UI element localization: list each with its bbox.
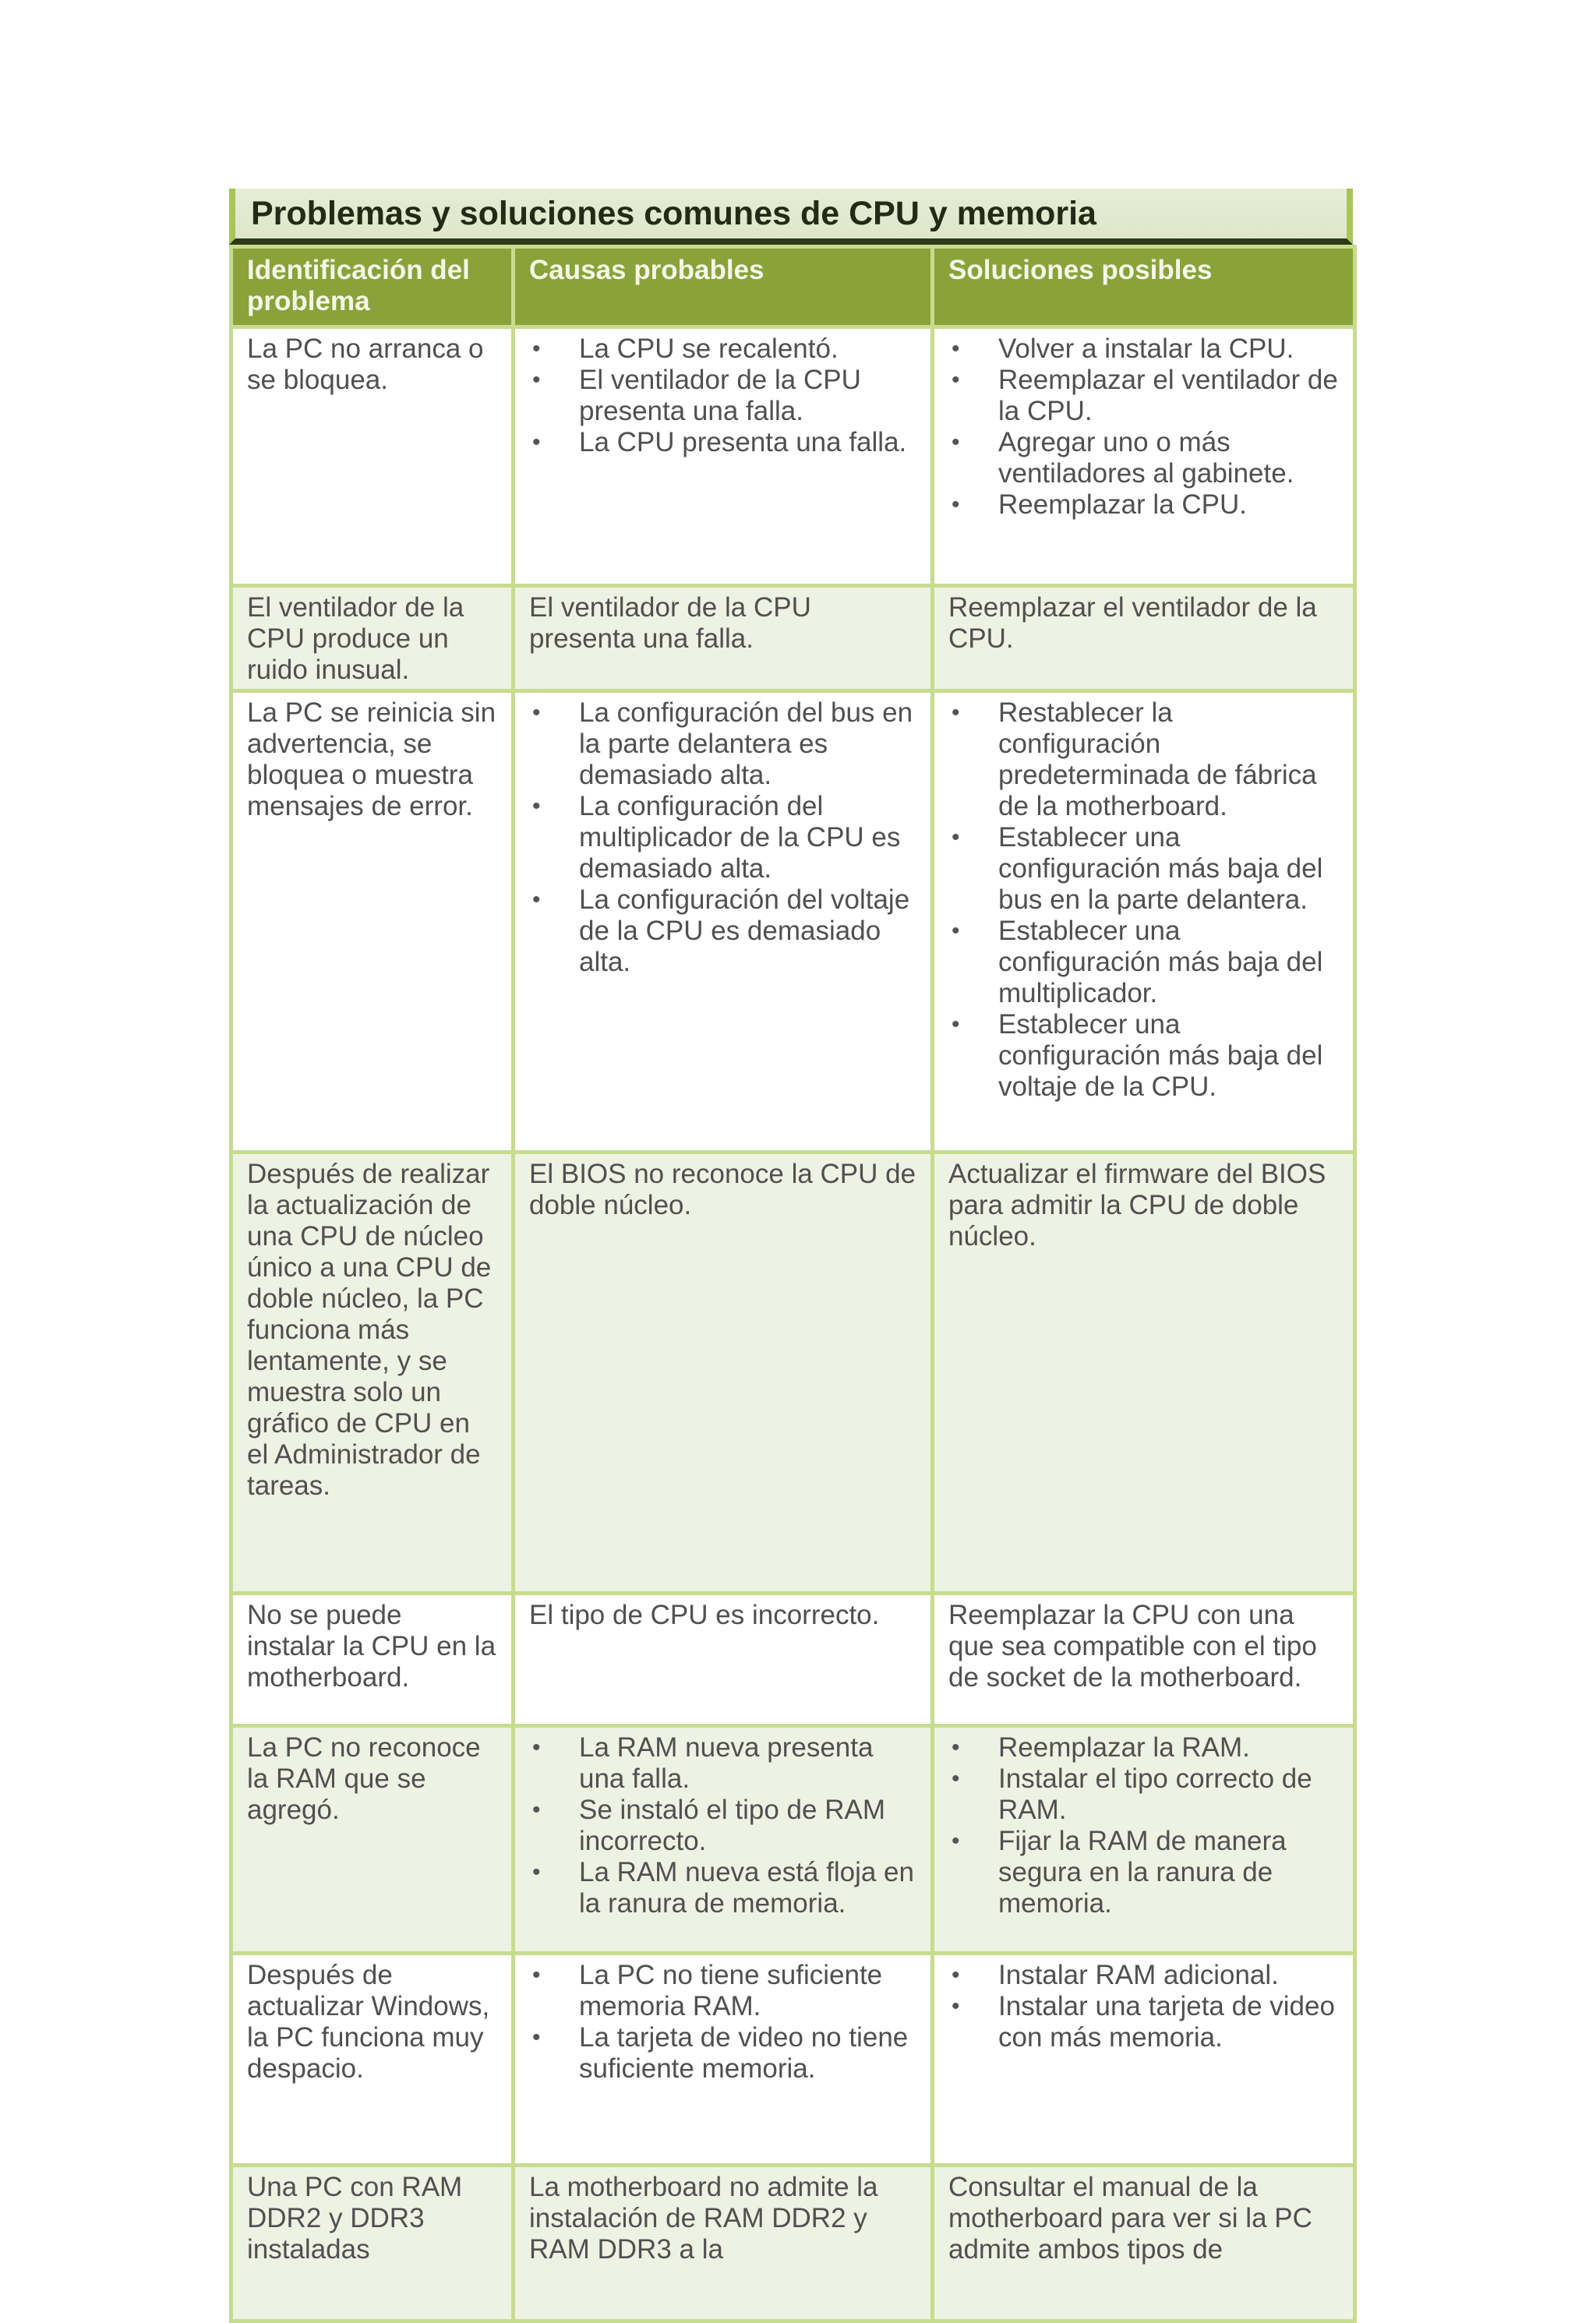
solutions-cell: [933, 327, 1355, 586]
table-row: [231, 1153, 1355, 1594]
list-item: • Establecer una configuración más baja del voltaje de la CPU.: [948, 1009, 1339, 1103]
causes-list: [529, 1960, 916, 2085]
list-item: • Fijar la RAM de manera segura en la ranura de memoria.: [948, 1826, 1339, 1919]
problem-cell: Después de actualizar Windows, la PC funciona muy despacio.: [231, 1954, 514, 2166]
header-row: [231, 247, 1355, 327]
problem-cell: La PC se reinicia sin advertencia, se bloquea o muestra mensajes de error.: [231, 691, 514, 1153]
causes-cell: [514, 691, 933, 1153]
solutions-list: [948, 1960, 1339, 2053]
solutions-cell: Reemplazar la CPU con una que sea compatible con el tipo de socket de la motherboard.: [933, 1594, 1355, 1726]
list-item: • La CPU presenta una falla.: [529, 427, 916, 458]
list-item: • La configuración del bus en la parte delantera es demasiado alta.: [529, 697, 916, 791]
problem-cell: No se puede instalar la CPU en la motherboard.: [231, 1594, 514, 1726]
list-item: • Volver a instalar la CPU.: [948, 334, 1339, 365]
table-row: [231, 2166, 1355, 2321]
problem-cell: Después de realizar la actualización de una CPU de núcleo único a una CPU de doble núcleo, la PC funciona más lentamente, y se muestra solo un gráfico de CPU en el Administrador de tareas.: [231, 1153, 514, 1594]
solutions-cell: [933, 691, 1355, 1153]
table-title: Problemas y soluciones comunes de CPU y memoria: [229, 189, 1353, 245]
solutions-cell: [933, 1726, 1355, 1954]
solutions-list: [948, 697, 1339, 1103]
table-row: [231, 1726, 1355, 1954]
problem-cell: La PC no reconoce la RAM que se agregó.: [231, 1726, 514, 1954]
problem-cell: La PC no arranca o se bloquea.: [231, 327, 514, 586]
solutions-cell: [933, 1954, 1355, 2166]
causes-cell: [514, 1954, 933, 2166]
list-item: • Reemplazar la RAM.: [948, 1732, 1339, 1763]
troubleshooting-table: [229, 245, 1357, 2323]
list-item: • Agregar uno o más ventiladores al gabinete.: [948, 427, 1339, 489]
table-row: [231, 327, 1355, 586]
causes-cell: El BIOS no reconoce la CPU de doble núcleo.: [514, 1153, 933, 1594]
table-row: [231, 1954, 1355, 2166]
list-item: • Reemplazar el ventilador de la CPU.: [948, 365, 1339, 427]
solutions-list: [948, 1732, 1339, 1919]
solutions-cell: Reemplazar el ventilador de la CPU.: [933, 586, 1355, 691]
table-row: [231, 586, 1355, 691]
causes-cell: [514, 327, 933, 586]
table-row: [231, 1594, 1355, 1726]
list-item: • La PC no tiene suficiente memoria RAM.: [529, 1960, 916, 2022]
header-solutions: Soluciones posibles: [933, 247, 1355, 327]
list-item: • Reemplazar la CPU.: [948, 489, 1339, 521]
causes-cell: El ventilador de la CPU presenta una falla.: [514, 586, 933, 691]
list-item: • La RAM nueva presenta una falla.: [529, 1732, 916, 1795]
problem-cell: Una PC con RAM DDR2 y DDR3 instaladas: [231, 2166, 514, 2321]
header-problem: Identificación del problema: [231, 247, 514, 327]
list-item: • Establecer una configuración más baja del bus en la parte delantera.: [948, 822, 1339, 916]
table-row: [231, 691, 1355, 1153]
list-item: • El ventilador de la CPU presenta una falla.: [529, 365, 916, 427]
solutions-cell: Consultar el manual de la motherboard para ver si la PC admite ambos tipos de: [933, 2166, 1355, 2321]
causes-cell: La motherboard no admite la instalación de RAM DDR2 y RAM DDR3 a la: [514, 2166, 933, 2321]
list-item: • Restablecer la configuración predeterminada de fábrica de la motherboard.: [948, 697, 1339, 822]
list-item: • La RAM nueva está floja en la ranura de memoria.: [529, 1857, 916, 1919]
causes-cell: [514, 1726, 933, 1954]
list-item: • La configuración del voltaje de la CPU es demasiado alta.: [529, 884, 916, 978]
list-item: • Instalar el tipo correcto de RAM.: [948, 1763, 1339, 1826]
header-causes: Causas probables: [514, 247, 933, 327]
list-item: • Se instaló el tipo de RAM incorrecto.: [529, 1795, 916, 1857]
list-item: • La tarjeta de video no tiene suficiente memoria.: [529, 2022, 916, 2085]
document-page: [229, 189, 1353, 2323]
list-item: • Instalar RAM adicional.: [948, 1960, 1339, 1991]
causes-list: [529, 1732, 916, 1919]
causes-list: [529, 697, 916, 978]
list-item: • La configuración del multiplicador de la CPU es demasiado alta.: [529, 791, 916, 884]
list-item: • Instalar una tarjeta de video con más memoria.: [948, 1991, 1339, 2053]
list-item: • La CPU se recalentó.: [529, 334, 916, 365]
causes-list: [529, 334, 916, 458]
list-item: • Establecer una configuración más baja del multiplicador.: [948, 916, 1339, 1009]
problem-cell: El ventilador de la CPU produce un ruido inusual.: [231, 586, 514, 691]
causes-cell: El tipo de CPU es incorrecto.: [514, 1594, 933, 1726]
solutions-list: [948, 334, 1339, 521]
solutions-cell: Actualizar el firmware del BIOS para admitir la CPU de doble núcleo.: [933, 1153, 1355, 1594]
